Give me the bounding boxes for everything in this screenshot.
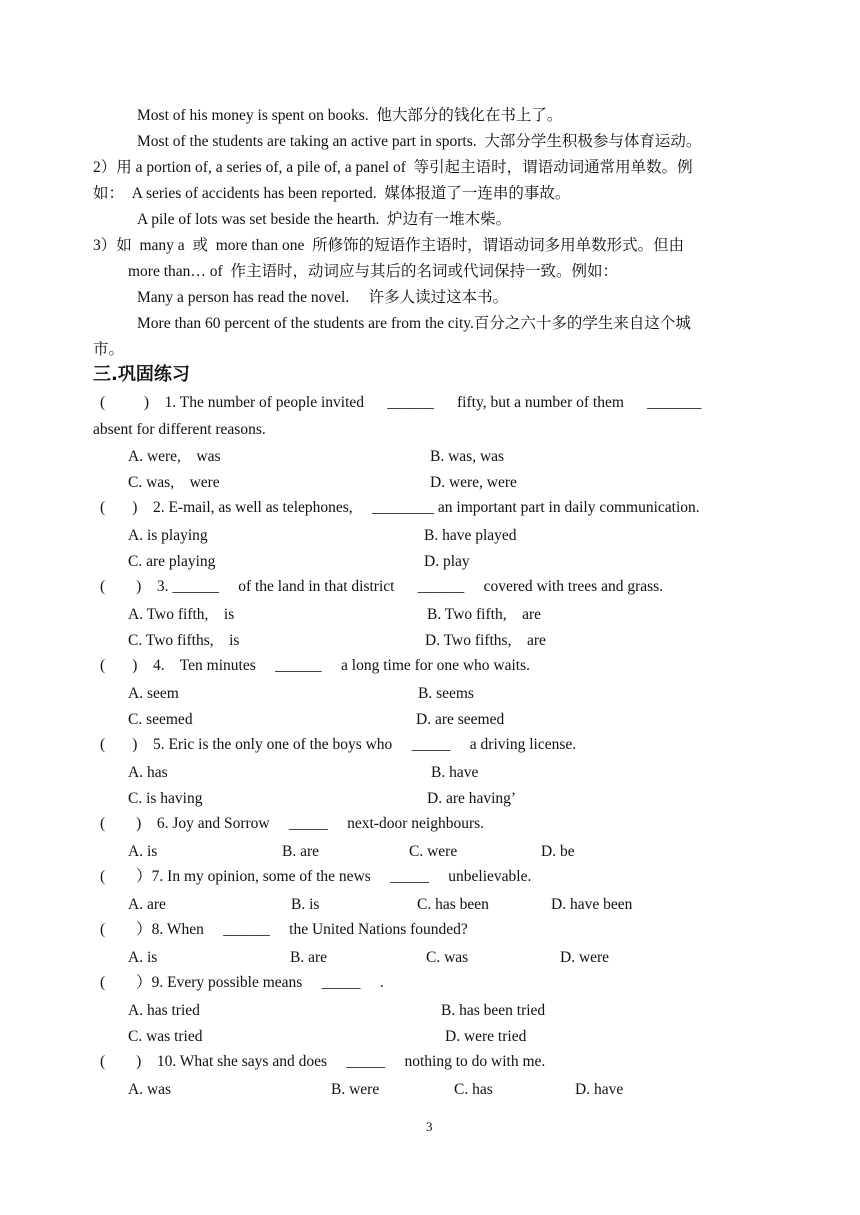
note-line: More than 60 percent of the students are from the city.百分之六十多的学生来自这个城	[137, 315, 691, 332]
option-a: A. has tried	[128, 1002, 200, 1019]
option-b: B. is	[291, 896, 320, 913]
option-b: B. are	[282, 843, 320, 860]
note-line: 市。	[93, 341, 125, 358]
option-d: D. have	[575, 1081, 624, 1098]
option-c: C. is having	[128, 790, 203, 807]
option-b: B. has been tried	[441, 1002, 546, 1019]
option-d: D. play	[424, 553, 470, 570]
option-d: D. were tried	[445, 1028, 527, 1045]
option-d: D. be	[541, 843, 575, 860]
option-a: A. are	[128, 896, 166, 913]
option-a: A. seem	[128, 685, 179, 702]
option-c: C. seemed	[128, 711, 193, 728]
option-c: C. are playing	[128, 553, 216, 570]
option-d: D. have been	[551, 896, 633, 913]
note-line: 如： A series of accidents has been reported. 媒体报道了一连串的事故。	[93, 185, 571, 202]
question-stem: ( ) 4. Ten minutes ______ a long time for one who waits.	[100, 657, 530, 674]
option-b: B. Two fifth, are	[427, 606, 541, 623]
option-a: A. has	[128, 764, 168, 781]
section-title: 三.巩固练习	[93, 364, 190, 385]
option-b: B. was, was	[430, 448, 505, 465]
option-d: D. were	[560, 949, 610, 966]
option-b: B. have played	[424, 527, 517, 544]
question-stem: ( ) 10. What she says and does _____ nothing to do with me.	[100, 1053, 546, 1070]
note-line: A pile of lots was set beside the hearth. 炉边有一堆木柴。	[137, 211, 512, 228]
option-a: A. Two fifth, is	[128, 606, 235, 623]
note-line: Most of his money is spent on books. 他大部分的钱化在书上了。	[137, 107, 563, 124]
note-line: more than… of 作主语时，动词应与其后的名词或代词保持一致。例如：	[128, 263, 618, 280]
option-a: A. is	[128, 949, 158, 966]
option-d: D. are seemed	[416, 711, 505, 728]
option-a: A. was	[128, 1081, 172, 1098]
note-line: 2）用 a portion of, a series of, a pile of, a panel of 等引起主语时，谓语动词通常用单数。例	[93, 159, 693, 176]
question-stem-continued: absent for different reasons.	[93, 421, 266, 438]
option-c: C. was, were	[128, 474, 220, 491]
option-a: A. is playing	[128, 527, 208, 544]
note-line: 3）如 many a 或 more than one 所修饰的短语作主语时，谓语动词多用单数形式。但由	[93, 237, 685, 254]
question-stem: ( ) 6. Joy and Sorrow _____ next-door neighbours.	[100, 815, 485, 832]
option-d: D. Two fifths, are	[425, 632, 546, 649]
question-stem: ( ) 3. ______ of the land in that district ______ covered with trees and grass.	[100, 578, 664, 595]
option-c: C. has	[454, 1081, 493, 1098]
option-c: C. was tried	[128, 1028, 203, 1045]
option-b: B. were	[331, 1081, 380, 1098]
question-stem: ( ）8. When ______ the United Nations founded?	[100, 921, 468, 938]
question-stem: ( ）7. In my opinion, some of the news _____ unbelievable.	[100, 868, 532, 885]
option-b: B. seems	[418, 685, 474, 702]
question-stem: ( ) 5. Eric is the only one of the boys who _____ a driving license.	[100, 736, 577, 753]
option-a: A. is	[128, 843, 158, 860]
question-stem: ( ) 1. The number of people invited ______ fifty, but a number of them _______	[100, 394, 702, 411]
option-b: B. are	[290, 949, 328, 966]
option-c: C. were	[409, 843, 458, 860]
question-stem: ( ) 2. E-mail, as well as telephones, ________ an important part in daily communication.	[100, 499, 700, 516]
option-c: C. Two fifths, is	[128, 632, 240, 649]
question-stem: ( ）9. Every possible means _____ .	[100, 974, 384, 991]
option-c: C. was	[426, 949, 469, 966]
page-number: 3	[426, 1119, 433, 1134]
note-line: Many a person has read the novel. 许多人读过这本书。	[137, 289, 509, 306]
note-line: Most of the students are taking an active part in sports. 大部分学生积极参与体育运动。	[137, 133, 702, 150]
option-d: D. are having’	[427, 790, 517, 807]
option-b: B. have	[431, 764, 479, 781]
option-c: C. has been	[417, 896, 489, 913]
option-d: D. were, were	[430, 474, 517, 491]
option-a: A. were, was	[128, 448, 221, 465]
